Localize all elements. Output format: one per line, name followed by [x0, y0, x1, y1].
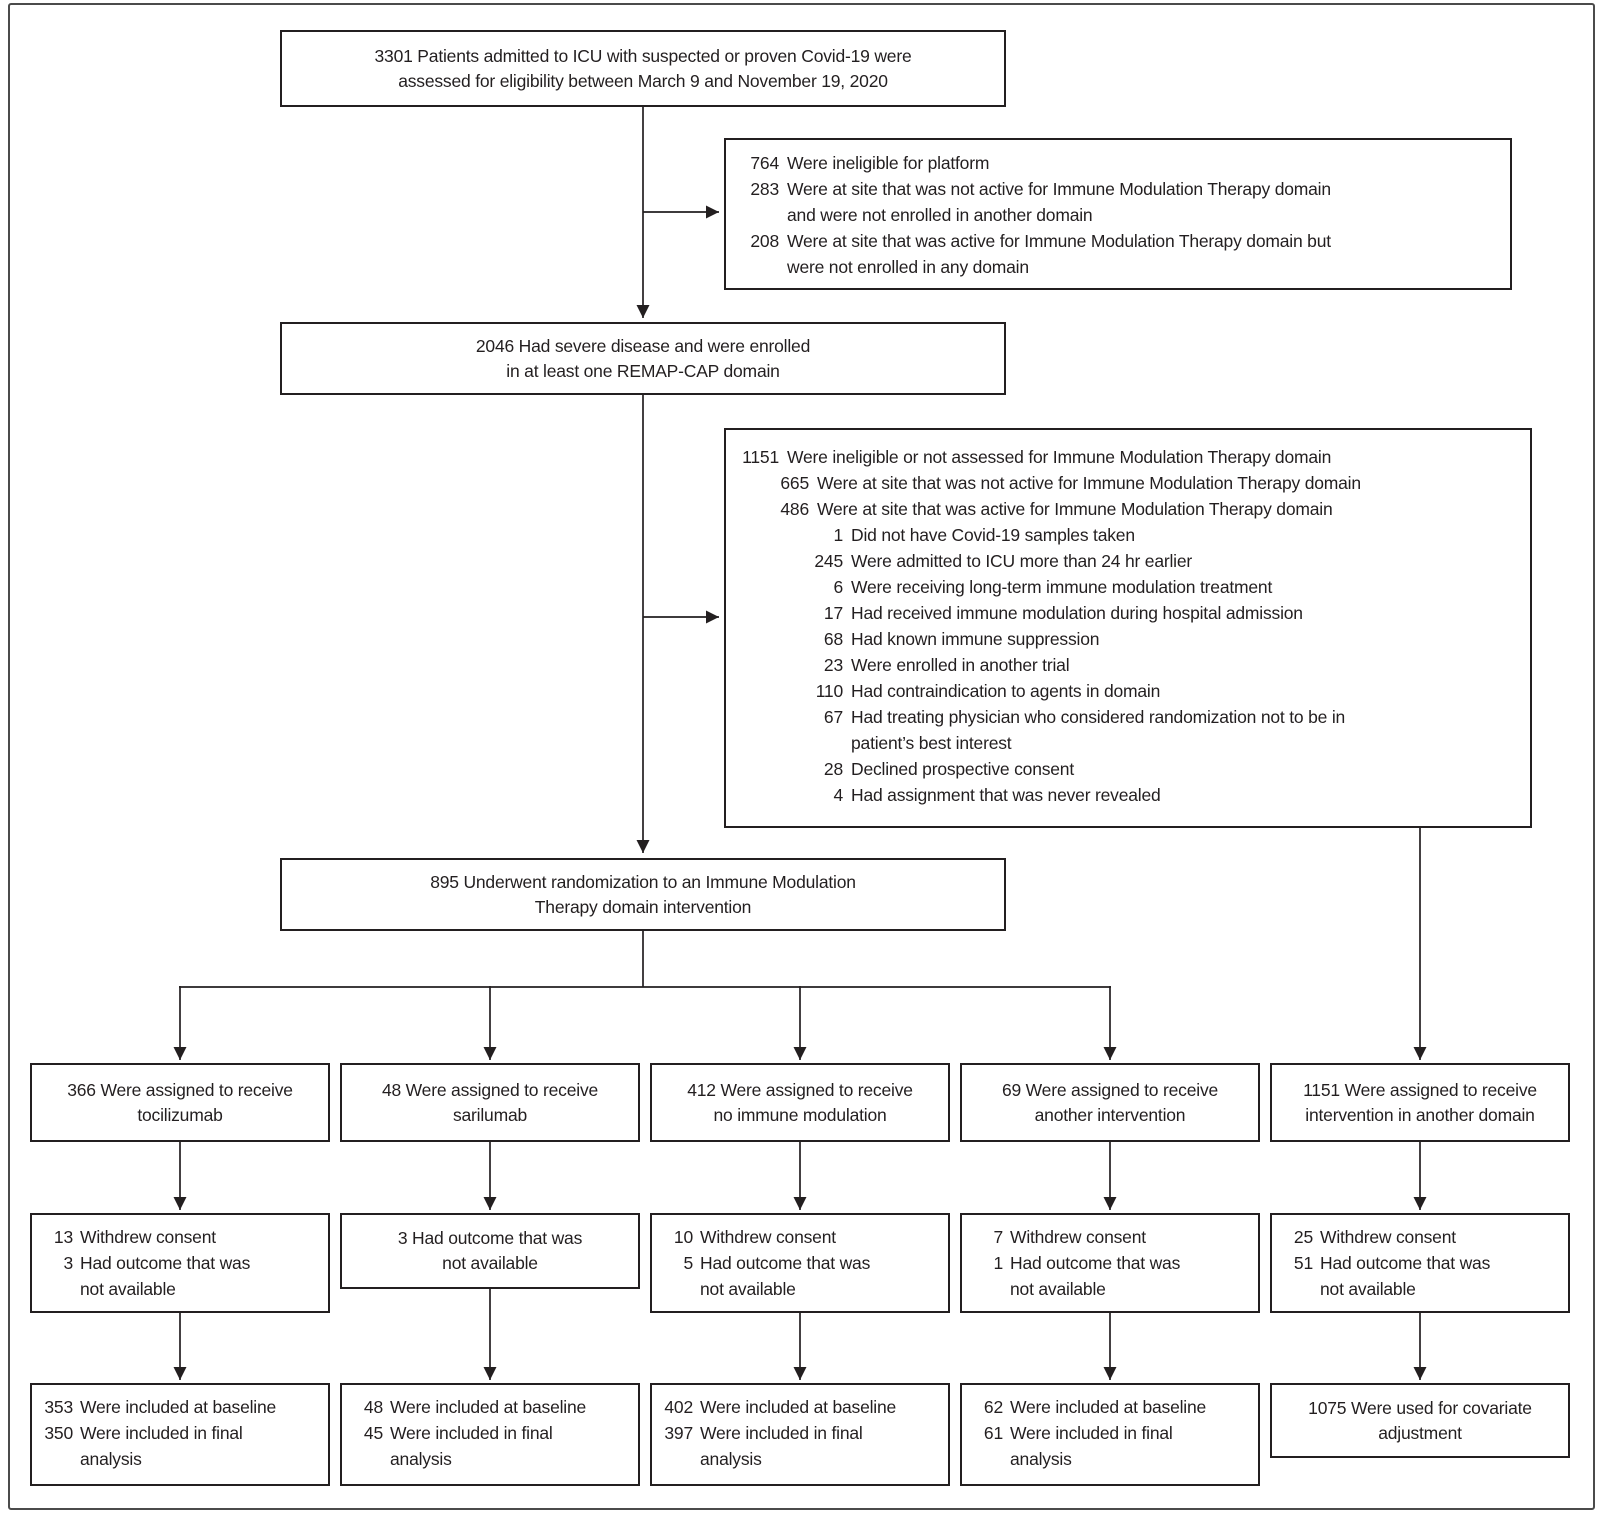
item-count: 68 — [823, 629, 843, 649]
box-analysis-tocilizumab — [30, 1383, 330, 1486]
item-text: Withdrew consent — [1320, 1227, 1456, 1247]
box-attrition-sarilumab — [340, 1213, 640, 1289]
box-attrition-no-immune-modulation — [650, 1213, 950, 1313]
item-text: Had known immune suppression — [851, 629, 1100, 649]
exclusion-item — [739, 730, 1517, 756]
item-count — [739, 254, 779, 280]
item-text: Had treating physician who considered randomization not to be in — [851, 707, 1346, 727]
exclusion-item — [739, 756, 1517, 782]
item-text: Withdrew consent — [80, 1227, 216, 1247]
exclusion-item — [739, 626, 1517, 652]
box-analysis-sarilumab — [340, 1383, 640, 1486]
item-count: 350 — [44, 1423, 73, 1443]
attrition-item — [663, 1224, 937, 1250]
item-text: Withdrew consent — [700, 1227, 836, 1247]
box-analysis-no-immune-modulation — [650, 1383, 950, 1486]
item-count — [739, 730, 843, 756]
item-text: analysis — [1010, 1449, 1072, 1469]
attrition-item — [43, 1224, 317, 1250]
item-count — [973, 1276, 1003, 1302]
box-line: adjustment — [1378, 1422, 1462, 1443]
item-count: 397 — [664, 1423, 693, 1443]
item-count: 17 — [823, 603, 843, 623]
item-count: 110 — [815, 681, 843, 701]
box-line: 895 Underwent randomization to an Immune Modulation — [430, 871, 856, 892]
exclusion-item — [739, 522, 1517, 548]
item-count: 7 — [993, 1227, 1003, 1247]
item-count: 5 — [683, 1253, 693, 1273]
analysis-item — [353, 1446, 627, 1472]
item-count: 764 — [750, 153, 779, 173]
box-randomized — [280, 858, 1006, 931]
item-count — [43, 1446, 73, 1472]
box-arm-another-domain — [1270, 1063, 1570, 1142]
box-attrition-tocilizumab — [30, 1213, 330, 1313]
item-text: Had outcome that was — [80, 1253, 251, 1273]
analysis-item — [663, 1420, 937, 1446]
item-text: Were included at baseline — [390, 1397, 587, 1417]
item-count — [973, 1446, 1003, 1472]
item-text: Were included in final — [390, 1423, 553, 1443]
item-text: Were enrolled in another trial — [851, 655, 1070, 675]
exclusion-item — [739, 548, 1517, 574]
exclusion-item — [739, 470, 1517, 496]
item-text: Had outcome that was — [700, 1253, 871, 1273]
box-line: 412 Were assigned to receive — [687, 1079, 913, 1100]
box-analysis-covariate-adjustment — [1270, 1383, 1570, 1458]
box-arm-another-intervention — [960, 1063, 1260, 1142]
analysis-item — [353, 1420, 627, 1446]
attrition-item — [1283, 1224, 1557, 1250]
box-line: 366 Were assigned to receive — [67, 1079, 293, 1100]
exclusion-item — [739, 150, 1497, 176]
box-line: 1075 Were used for covariate — [1308, 1397, 1532, 1418]
exclusion-item — [739, 496, 1517, 522]
box-line: intervention in another domain — [1305, 1104, 1535, 1125]
attrition-item — [973, 1250, 1247, 1276]
item-text: Were included at baseline — [1010, 1397, 1207, 1417]
box-line: 3 Had outcome that was — [397, 1228, 583, 1248]
attrition-item — [1283, 1276, 1557, 1302]
item-text: not available — [1010, 1279, 1106, 1299]
attrition-item — [973, 1224, 1247, 1250]
item-text: not available — [1320, 1279, 1416, 1299]
exclusion-item — [739, 202, 1497, 228]
box-ineligible-domain — [724, 428, 1532, 828]
box-assessed — [280, 30, 1006, 107]
exclusion-item — [739, 652, 1517, 678]
attrition-item — [973, 1276, 1247, 1302]
item-count: 67 — [823, 707, 843, 727]
item-text: Had outcome that was — [1010, 1253, 1181, 1273]
box-ineligible-platform — [724, 138, 1512, 290]
item-text: patient’s best interest — [851, 733, 1012, 753]
item-count — [43, 1276, 73, 1302]
item-count: 3 — [63, 1253, 73, 1273]
item-count — [1283, 1276, 1313, 1302]
item-text: not available — [80, 1279, 176, 1299]
item-count — [663, 1276, 693, 1302]
box-line: not available — [442, 1253, 538, 1273]
item-count: 48 — [363, 1397, 383, 1417]
exclusion-item — [739, 600, 1517, 626]
item-count: 283 — [750, 179, 779, 199]
item-text: Were included at baseline — [700, 1397, 897, 1417]
attrition-item — [43, 1250, 317, 1276]
box-line: Therapy domain intervention — [534, 896, 752, 917]
analysis-item — [973, 1394, 1247, 1420]
attrition-item — [1283, 1250, 1557, 1276]
exclusion-item — [739, 254, 1497, 280]
item-text: analysis — [700, 1449, 762, 1469]
item-text: analysis — [80, 1449, 142, 1469]
box-line: 3301 Patients admitted to ICU with suspected or proven Covid-19 were — [374, 45, 912, 66]
item-text: Did not have Covid-19 samples taken — [851, 525, 1135, 545]
item-text: Were included at baseline — [80, 1397, 277, 1417]
analysis-item — [43, 1446, 317, 1472]
item-count: 1151 — [742, 447, 779, 467]
analysis-item — [43, 1420, 317, 1446]
analysis-item — [663, 1394, 937, 1420]
item-text: Declined prospective consent — [851, 759, 1075, 779]
item-count: 4 — [833, 785, 843, 805]
box-line: assessed for eligibility between March 9 and November 19, 2020 — [398, 70, 888, 91]
exclusion-item — [739, 574, 1517, 600]
analysis-item — [663, 1446, 937, 1472]
item-count: 62 — [983, 1397, 1003, 1417]
item-count: 245 — [814, 551, 843, 571]
exclusion-item — [739, 444, 1517, 470]
item-text: analysis — [390, 1449, 452, 1469]
item-count: 486 — [780, 499, 809, 519]
analysis-item — [353, 1394, 627, 1420]
item-count: 1 — [993, 1253, 1003, 1273]
item-text: Withdrew consent — [1010, 1227, 1146, 1247]
box-line: 1151 Were assigned to receive — [1303, 1079, 1537, 1100]
box-attrition-another-domain — [1270, 1213, 1570, 1313]
box-line: 2046 Had severe disease and were enrolled — [475, 335, 811, 356]
exclusion-item — [739, 176, 1497, 202]
item-text: Were ineligible for platform — [787, 153, 990, 173]
item-text: Were at site that was not active for Immune Modulation Therapy domain — [787, 179, 1331, 199]
item-count: 1 — [833, 525, 843, 545]
item-count — [353, 1446, 383, 1472]
exclusion-item — [739, 782, 1517, 808]
box-line: tocilizumab — [137, 1104, 223, 1125]
box-line: another intervention — [1034, 1104, 1186, 1125]
item-count: 25 — [1293, 1227, 1313, 1247]
item-count: 61 — [983, 1423, 1003, 1443]
analysis-item — [43, 1394, 317, 1420]
item-count: 208 — [750, 231, 779, 251]
item-text: Were included in final — [80, 1423, 243, 1443]
box-line: 48 Were assigned to receive — [381, 1079, 599, 1100]
box-line: 69 Were assigned to receive — [1001, 1079, 1219, 1100]
box-line: no immune modulation — [713, 1104, 887, 1125]
item-count — [739, 202, 779, 228]
item-text: Had assignment that was never revealed — [851, 785, 1161, 805]
item-count: 6 — [833, 577, 843, 597]
box-arm-sarilumab — [340, 1063, 640, 1142]
item-count: 353 — [44, 1397, 73, 1417]
item-text: Were at site that was not active for Immune Modulation Therapy domain — [817, 473, 1361, 493]
item-count: 10 — [673, 1227, 693, 1247]
exclusion-item — [739, 678, 1517, 704]
item-count: 28 — [823, 759, 843, 779]
box-analysis-another-intervention — [960, 1383, 1260, 1486]
attrition-item — [43, 1276, 317, 1302]
item-text: Were admitted to ICU more than 24 hr earlier — [851, 551, 1193, 571]
exclusion-item — [739, 228, 1497, 254]
analysis-item — [973, 1446, 1247, 1472]
box-line: sarilumab — [452, 1104, 528, 1125]
item-text: Were at site that was active for Immune Modulation Therapy domain — [817, 499, 1333, 519]
item-text: Were included in final — [700, 1423, 863, 1443]
item-text: were not enrolled in any domain — [787, 257, 1029, 277]
attrition-item — [663, 1276, 937, 1302]
item-count: 665 — [780, 473, 809, 493]
item-count: 45 — [363, 1423, 383, 1443]
item-text: Had contraindication to agents in domain — [851, 681, 1161, 701]
item-count: 402 — [664, 1397, 693, 1417]
item-text: Had outcome that was — [1320, 1253, 1491, 1273]
item-text: not available — [700, 1279, 796, 1299]
item-text: Were ineligible or not assessed for Immune Modulation Therapy domain — [787, 447, 1332, 467]
box-line: in at least one REMAP-CAP domain — [506, 360, 780, 381]
item-text: Were at site that was active for Immune Modulation Therapy domain but — [787, 231, 1331, 251]
item-count: 51 — [1293, 1253, 1313, 1273]
item-text: Were included in final — [1010, 1423, 1173, 1443]
item-text: and were not enrolled in another domain — [787, 205, 1093, 225]
box-enrolled — [280, 322, 1006, 395]
analysis-item — [973, 1420, 1247, 1446]
exclusion-item — [739, 704, 1517, 730]
item-count: 13 — [53, 1227, 73, 1247]
item-count — [663, 1446, 693, 1472]
box-arm-tocilizumab — [30, 1063, 330, 1142]
attrition-item — [663, 1250, 937, 1276]
item-text: Were receiving long-term immune modulation treatment — [851, 577, 1273, 597]
item-text: Had received immune modulation during hospital admission — [851, 603, 1303, 623]
item-count: 23 — [823, 655, 843, 675]
box-attrition-another-intervention — [960, 1213, 1260, 1313]
box-arm-no-immune-modulation — [650, 1063, 950, 1142]
